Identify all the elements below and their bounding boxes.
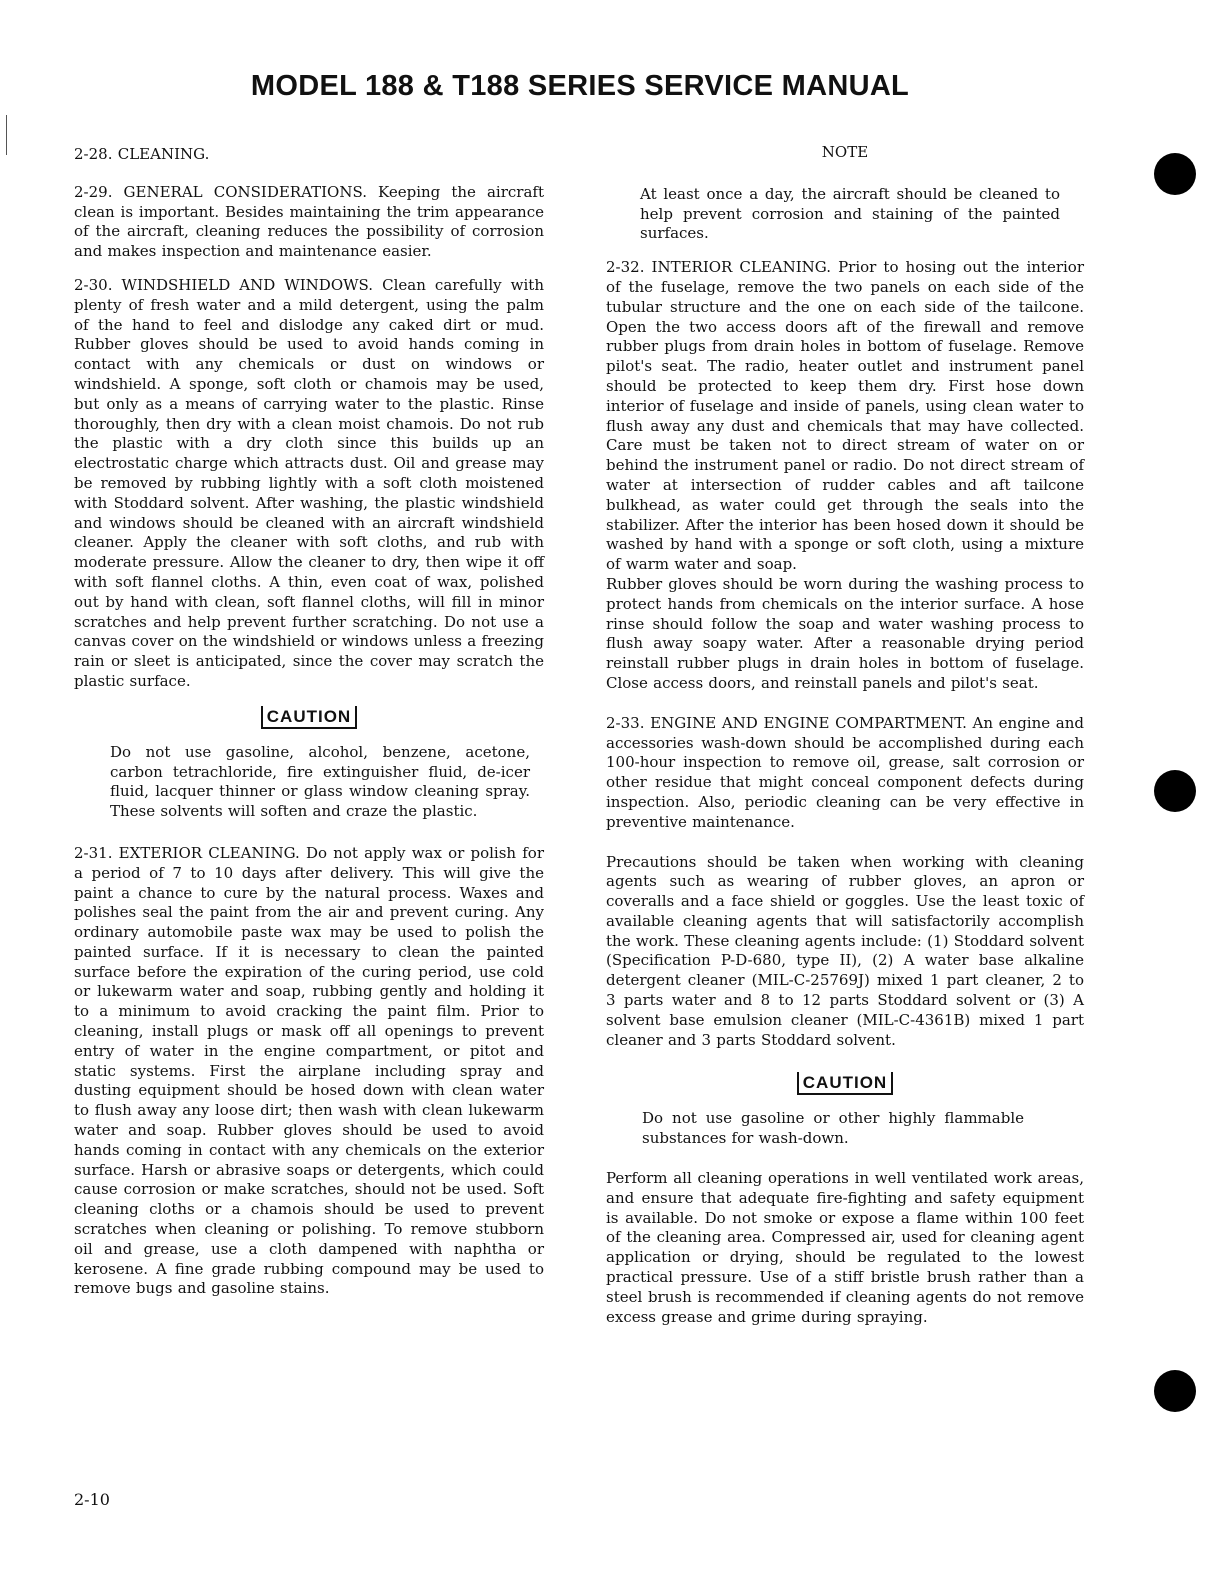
- caution-label: CAUTION: [261, 706, 357, 729]
- precautions-paragraph: Precautions should be taken when working with cleaning agents such as wearing of rubber gloves, an apron or coveralls and a face shield or goggles. Use the least toxic of available cleaning agents that will satisfactorily accomplish the work. These cleaning agents include: (1) Stoddard solvent (Specification P-D-680, type II), (2) A water base alkaline detergent cleaner (MIL-C-25769J) mixed 1 part cleaner, 2 to 3 parts water and 8 to 12 parts Stoddard solvent or (3) A solvent base emulsion cleaner (MIL-C-4361B) mixed 1 part cleaner and 3 parts Stoddard solvent.: [606, 852, 1084, 1049]
- safety-paragraph: Perform all cleaning operations in well ventilated work areas, and ensure that adequate fire-fighting and safety equipment is available. Do not smoke or expose a flame within 100 feet of the cleaning area. Compressed air, used for cleaning agent application or drying, should be regulated to the lowest practical pressure. Use of a stiff bristle brush rather than a steel brush is recommended if cleaning agents do not remove excess grease and grime during spraying.: [606, 1169, 1084, 1326]
- section-2-28-heading: 2-28. CLEANING.: [74, 145, 210, 163]
- section-2-30-paragraph: 2-30. WINDSHIELD AND WINDOWS. Clean carefully with plenty of fresh water and a mild detergent, using the palm of the hand to feel and dislodge any caked dirt or mud. Rubber gloves should be used to avoid hands coming in contact with any chemicals or dust on windows or windshield. A sponge, soft cloth or chamois may be used, but only as a means of carrying water to the plastic. Rinse thoroughly, then dry with a clean moist chamois. Do not rub the plastic with a dry cloth since this builds up an electrostatic charge which attracts dust. Oil and grease may be removed by rubbing lightly with a soft cloth moistened with Stoddard solvent. After washing, the plastic windshield and windows should be cleaned with an aircraft windshield cleaner. Apply the cleaner with soft cloths, and rub with moderate pressure. Allow the cleaner to dry, then wipe it off with soft flannel cloths. A thin, even coat of wax, polished out by hand with clean, soft flannel cloths, will fill in minor scratches and help prevent further scratching. Do not use a canvas cover on the windshield or windows unless a freezing rain or sleet is anticipated, since the cover may scratch the plastic surface.: [74, 275, 544, 690]
- margin-rule: [6, 115, 7, 155]
- page-title: MODEL 188 & T188 SERIES SERVICE MANUAL: [250, 70, 910, 102]
- section-2-31-paragraph: 2-31. EXTERIOR CLEANING. Do not apply wax or polish for a period of 7 to 10 days after delivery. This will give the paint a chance to cure by the natural process. Waxes and polishes seal the paint from the air and prevent curing. Any ordinary automobile paste wax may be used to polish the painted surface. If it is necessary to clean the painted surface before the expiration of the curing period, use cold or lukewarm water and soap, rubbing gently and holding it to a minimum to avoid cracking the paint film. Prior to cleaning, install plugs or mask off all openings to prevent entry of water in the engine compartment, or pitot and static systems. First the airplane including spray and dusting equipment should be hosed down with clean water to flush away any loose dirt; then wash with clean lukewarm water and soap. Rubber gloves should be used to avoid hands coming in contact with any chemicals on the exterior surface. Harsh or abrasive soaps or detergents, which could cause corrosion or make scratches, should not be used. Soft cleaning cloths or a chamois should be used to prevent scratches when cleaning or polishing. To remove stubborn oil and grease, use a cloth dampened with naphtha or kerosene. A fine grade rubbing compound may be used to remove bugs and gasoline stains.: [74, 843, 544, 1298]
- caution-text-windows: Do not use gasoline, alcohol, benzene, acetone, carbon tetrachloride, fire extinguisher fluid, de-icer fluid, lacquer thinner or glass window cleaning spray. These solvents will soften and craze the plastic.: [110, 742, 530, 821]
- binder-hole-middle: [1154, 770, 1196, 812]
- caution-box-engine: [606, 1072, 1084, 1095]
- note-label: NOTE: [821, 143, 869, 161]
- page-number: 2-10: [74, 1490, 110, 1509]
- caution-box-windows: [74, 706, 544, 729]
- caution-label: CAUTION: [797, 1072, 893, 1095]
- section-2-33-paragraph: 2-33. ENGINE AND ENGINE COMPARTMENT. An engine and accessories wash-down should be accomplished during each 100-hour inspection to remove oil, grease, salt corrosion or other residue that might conceal component defects during inspection. Also, periodic cleaning can be very effective in preventive maintenance.: [606, 713, 1084, 831]
- note-text: At least once a day, the aircraft should be cleaned to help prevent corrosion and staining of the painted surfaces.: [640, 184, 1060, 243]
- caution-text-engine: Do not use gasoline or other highly flammable substances for wash-down.: [642, 1109, 1024, 1148]
- section-2-32-paragraph: 2-32. INTERIOR CLEANING. Prior to hosing out the interior of the fuselage, remove the two panels on each side of the tubular structure and the one on each side of the tailcone. Open the two access doors aft of the firewall and remove rubber plugs from drain holes in bottom of fuselage. Remove pilot's seat. The radio, heater outlet and instrument panel should be protected to keep them dry. First hose down interior of fuselage and inside of panels, using clean water to flush away any dust and chemicals that may have collected. Care must be taken not to direct stream of water on or behind the instrument panel or radio. Do not direct stream of water at intersection of rudder cables and aft tailcone bulkhead, as water could get through the seals into the stabilizer. After the interior has been hosed down it should be washed by hand with a sponge or soft cloth, using a mixture of warm water and soap.: [606, 258, 1084, 574]
- binder-hole-top: [1154, 153, 1196, 195]
- left-column: [74, 145, 544, 1313]
- right-column: [606, 143, 1084, 1341]
- section-2-29-paragraph: 2-29. GENERAL CONSIDERATIONS. Keeping the aircraft clean is important. Besides maintaining the trim appearance of the aircraft, cleaning reduces the possibility of corrosion and makes inspection and maintenance easier.: [74, 182, 544, 261]
- binder-hole-bottom: [1154, 1370, 1196, 1412]
- section-2-32-continued: Rubber gloves should be worn during the washing process to protect hands from chemicals on the interior surface. A hose rinse should follow the soap and water washing process to flush away soapy water. After a reasonable drying period reinstall rubber plugs in drain holes in bottom of fuselage. Close access doors, and reinstall panels and pilot's seat.: [606, 574, 1084, 692]
